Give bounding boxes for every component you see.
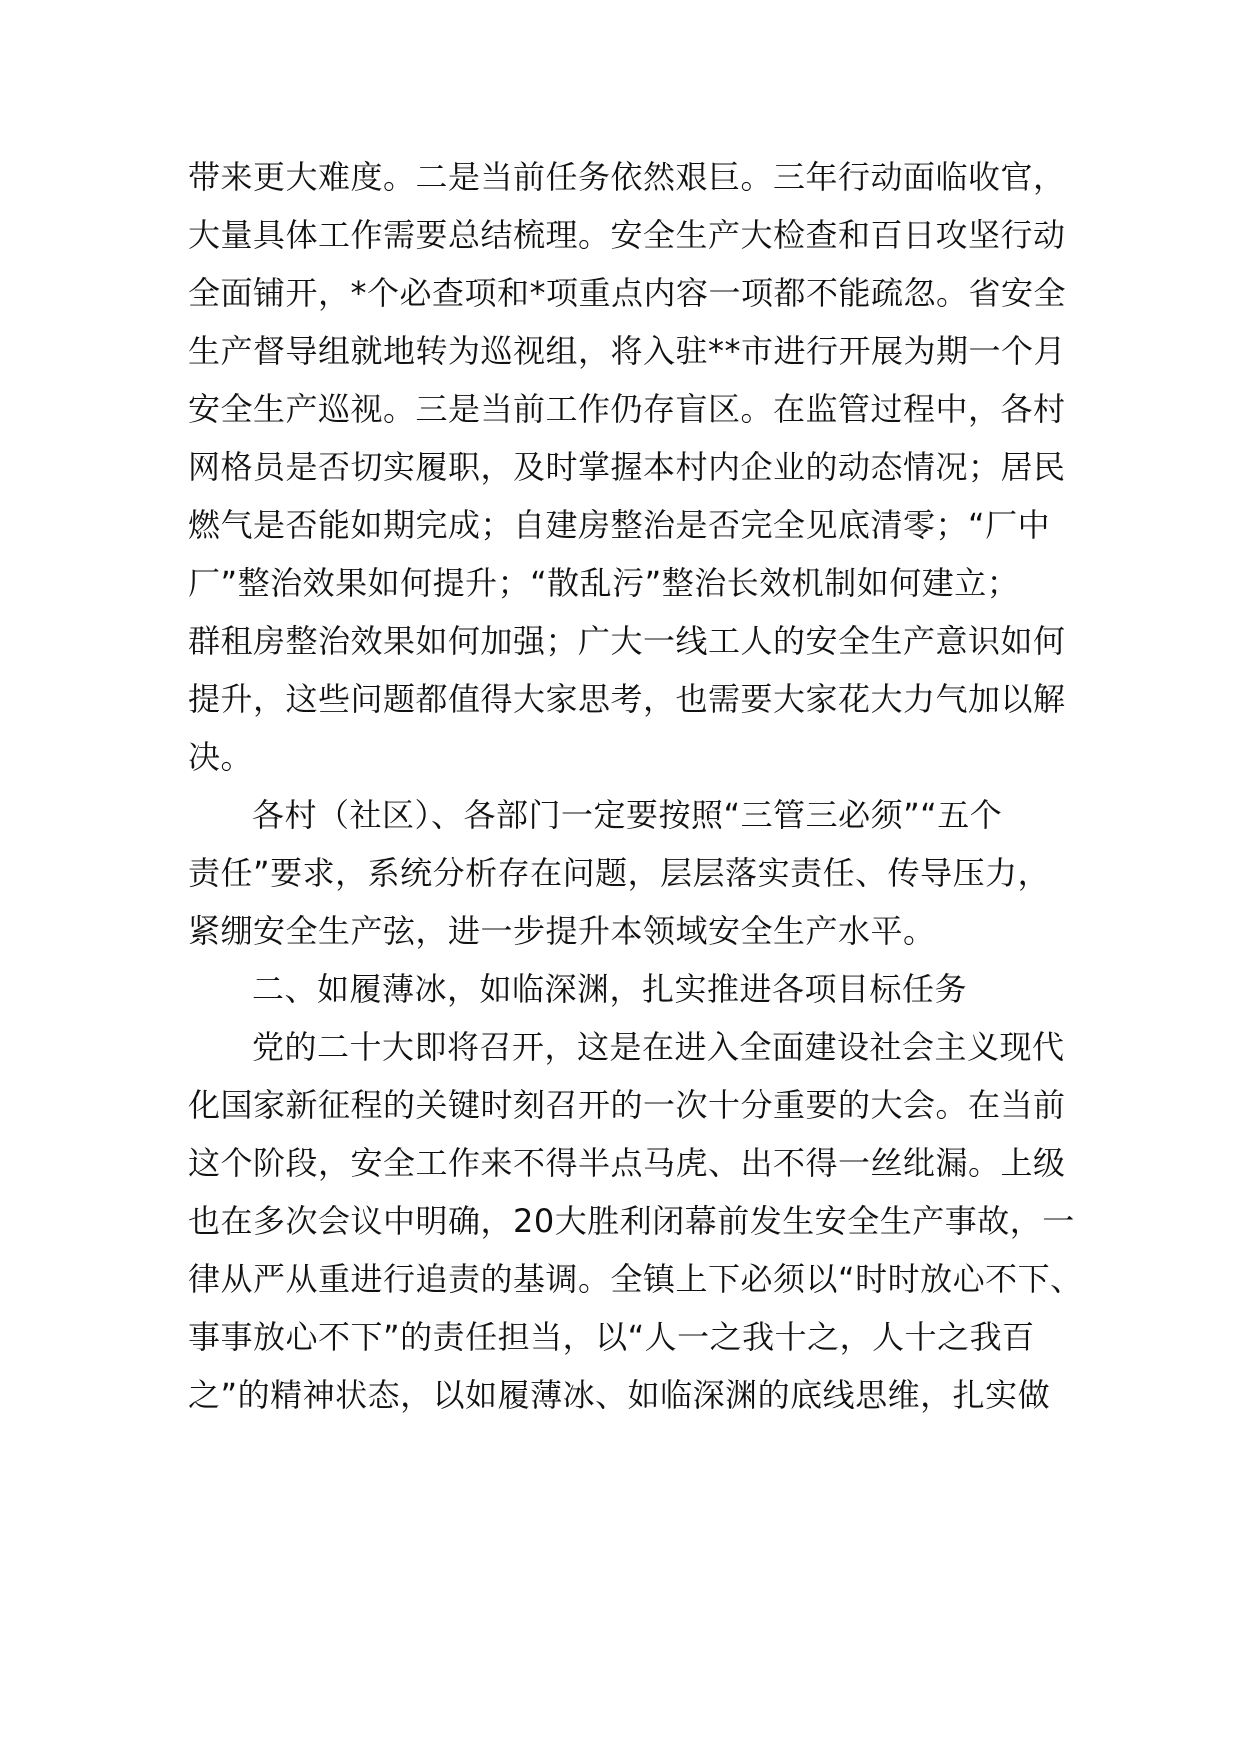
text-line: 带来更大难度。二是当前任务依然艰巨。三年行动面临收官， xyxy=(188,158,1066,196)
text-line: 大量具体工作需要总结梳理。安全生产大检查和百日攻坚行动 xyxy=(188,216,1066,254)
text-line: 生产督导组就地转为巡视组，将入驻**市进行开展为期一个月 xyxy=(188,332,1067,370)
text-line: 律从严从重进行追责的基调。全镇上下必须以“时时放心不下、 xyxy=(188,1260,1083,1298)
section-heading: 二、如履薄冰，如临深渊，扎实推进各项目标任务 xyxy=(252,970,968,1008)
text-line: 燃气是否能如期完成；自建房整治是否完全见底清零；“厂中 xyxy=(188,506,1051,544)
text-line: 网格员是否切实履职，及时掌握本村内企业的动态情况；居民 xyxy=(188,448,1066,486)
text-line: 也在多次会议中明确，20大胜利闭幕前发生安全生产事故，一 xyxy=(188,1202,1075,1240)
text-line: 之”的精神状态，以如履薄冰、如临深渊的底线思维，扎实做 xyxy=(188,1376,1051,1414)
paragraph-start-line: 各村（社区）、各部门一定要按照“三管三必须”“五个 xyxy=(252,796,1003,834)
paragraph-start-line: 党的二十大即将召开，这是在进入全面建设社会主义现代 xyxy=(252,1028,1065,1066)
text-line: 全面铺开，*个必查项和*项重点内容一项都不能疏忽。省安全 xyxy=(188,274,1067,312)
text-line: 紧绷安全生产弦，进一步提升本领域安全生产水平。 xyxy=(188,912,936,950)
text-line: 群租房整治效果如何加强；广大一线工人的安全生产意识如何 xyxy=(188,622,1066,660)
text-line: 化国家新征程的关键时刻召开的一次十分重要的大会。在当前 xyxy=(188,1086,1066,1124)
text-line: 提升，这些问题都值得大家思考，也需要大家花大力气加以解 xyxy=(188,680,1066,718)
text-line: 决。 xyxy=(188,738,254,776)
text-line: 厂”整治效果如何提升；“散乱污”整治长效机制如何建立； xyxy=(188,564,1020,602)
text-line: 安全生产巡视。三是当前工作仍存盲区。在监管过程中，各村 xyxy=(188,390,1066,428)
text-line: 事事放心不下”的责任担当，以“人一之我十之，人十之我百 xyxy=(188,1318,1035,1356)
text-line: 责任”要求，系统分析存在问题，层层落实责任、传导压力， xyxy=(188,854,1051,892)
text-line: 这个阶段，安全工作来不得半点马虎、出不得一丝纰漏。上级 xyxy=(188,1144,1066,1182)
